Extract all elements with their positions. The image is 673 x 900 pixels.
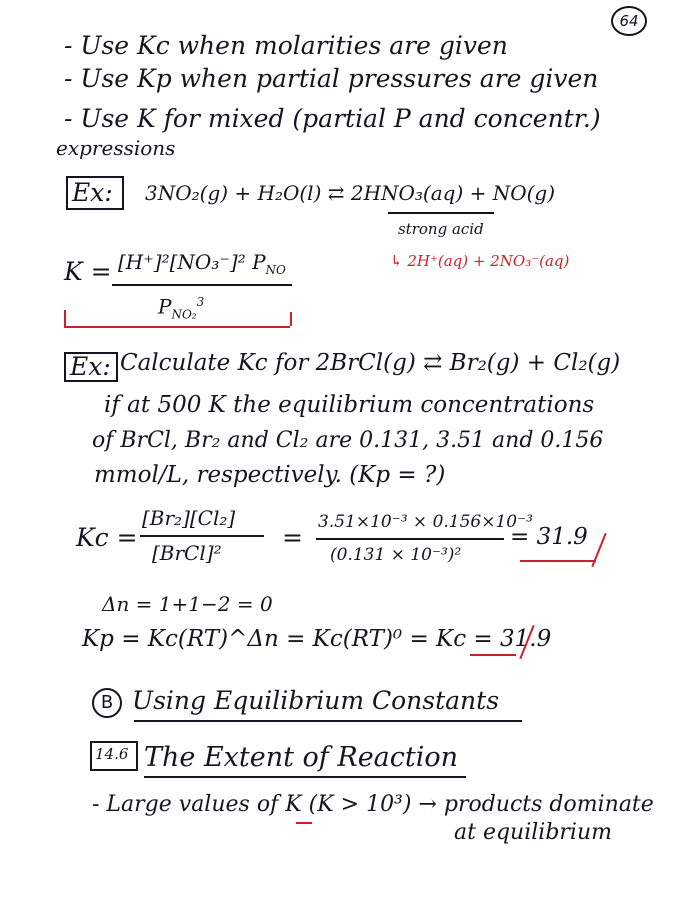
- kp-value: 31.9: [500, 626, 552, 652]
- kc-result-underline: [520, 560, 596, 562]
- kc-result-check: [591, 533, 606, 567]
- example1-reaction: 3NO₂(g) + H₂O(l) ⇄ 2HNO₃(aq) + NO(g): [145, 181, 556, 205]
- example2-line4: mmol/L, respectively. (Kp = ?): [94, 462, 446, 488]
- section-14-6-underline: [144, 776, 466, 778]
- k-expression-lhs: K =: [64, 257, 112, 286]
- rule-expressions: expressions: [56, 136, 176, 160]
- section-b-underline: [134, 720, 522, 722]
- dissociation-line: ↳ 2H⁺(aq) + 2NO₃⁻(aq): [390, 252, 570, 270]
- k-fraction-bar: [112, 284, 292, 286]
- example2-label: Ex:: [70, 352, 111, 381]
- section-b-marker: B: [92, 688, 122, 718]
- calc-numerator: 3.51×10⁻³ × 0.156×10⁻³: [318, 512, 533, 532]
- strong-acid-annotation: strong acid: [398, 220, 484, 238]
- kc-lhs: Kc =: [76, 523, 138, 552]
- kc-equals: =: [282, 523, 303, 552]
- rule-k-mixed: - Use K for mixed (partial P and concentr.): [64, 104, 601, 133]
- example2-line3: of BrCl, Br₂ and Cl₂ are 0.131, 3.51 and 0.156: [92, 428, 604, 453]
- k-expression-denominator: $P_{NO_2}^3$: [158, 294, 205, 322]
- kc-result: = 31.9: [510, 524, 588, 550]
- section-b-title: Using Equilibrium Constants: [132, 686, 500, 715]
- section-14-6-number: 14.6: [95, 745, 129, 763]
- extent-line2: at equilibrium: [454, 820, 612, 845]
- example1-label: Ex:: [72, 178, 113, 207]
- calc-fraction-bar: [316, 538, 504, 540]
- extent-line1: - Large values of K (K > 10³) → products dominate: [92, 792, 654, 817]
- example2-line1: Calculate Kc for 2BrCl(g) ⇄ Br₂(g) + Cl₂(g): [120, 350, 621, 376]
- page-number: 64: [611, 6, 647, 36]
- kp-value-underline: [470, 654, 516, 656]
- example2-line2: if at 500 K the equilibrium concentrations: [104, 392, 595, 418]
- delta-n: Δn = 1+1−2 = 0: [102, 592, 273, 616]
- rule-kc: - Use Kc when molarities are given: [64, 31, 508, 60]
- section-14-6-title: The Extent of Reaction: [144, 742, 459, 773]
- calc-denominator: (0.131 × 10⁻³)²: [330, 545, 462, 565]
- k-red-bracket-left: [64, 310, 66, 326]
- kc-fraction-bar: [140, 535, 264, 537]
- hno3-underline: [388, 212, 494, 214]
- kc-numerator: [Br₂][Cl₂]: [142, 506, 236, 530]
- k-expression-numerator: [H⁺]²[NO₃⁻]² $P_{NO}$: [118, 250, 286, 277]
- k-red-underline: [296, 822, 312, 824]
- k-red-bracket: [64, 326, 290, 328]
- rule-kp: - Use Kp when partial pressures are given: [64, 64, 599, 93]
- kp-line: Kp = Kc(RT)^Δn = Kc(RT)⁰ = Kc = 31.9: [82, 626, 552, 652]
- k-red-bracket-right: [290, 312, 292, 326]
- kc-denominator: [BrCl]²: [152, 541, 222, 565]
